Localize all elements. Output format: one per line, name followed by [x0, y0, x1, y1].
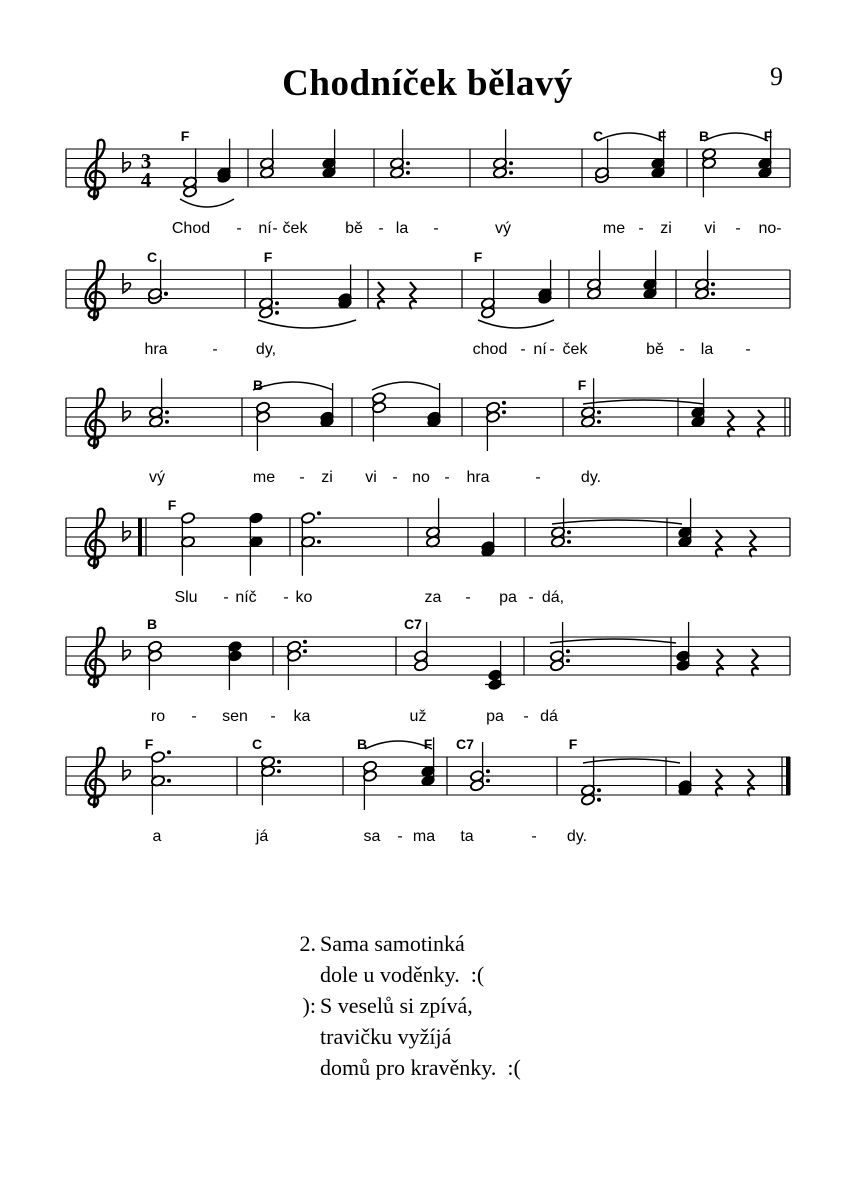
note-chord [149, 378, 169, 428]
chord-symbol: B [146, 616, 158, 632]
slur [552, 520, 682, 524]
lyric-syllable: - [735, 220, 741, 237]
lyric-syllable: pa [486, 708, 504, 725]
lyric-syllable: bě [345, 220, 363, 237]
lyric-syllable: - [378, 220, 384, 237]
lyric-syllable: ta [460, 828, 474, 845]
dot [406, 161, 410, 165]
chord-symbol: F [167, 497, 177, 513]
quarter-rest [716, 769, 722, 796]
note-chord [678, 752, 693, 797]
note-chord [481, 269, 496, 319]
verse-mark: ): [302, 993, 316, 1018]
dot [277, 760, 281, 764]
lyric-syllable: ro [150, 708, 166, 725]
chord-symbol: F [423, 736, 433, 752]
slur [704, 133, 768, 141]
slur [258, 320, 356, 328]
note-chord [581, 756, 601, 806]
dot [486, 779, 490, 783]
lyric-syllable: me [252, 469, 276, 486]
lyric-syllable: bě [646, 341, 664, 358]
lyric-syllable: pa [499, 589, 517, 606]
dot [502, 401, 506, 405]
dot [406, 171, 410, 175]
staff-system [66, 128, 790, 237]
dot [711, 292, 715, 296]
repeat-thick-bar [138, 518, 142, 556]
verse-text: dole u voděnky. :( [320, 962, 485, 987]
chord-symbol: B [356, 736, 368, 752]
lyric-syllable: ko [295, 589, 313, 606]
lyric-syllable: la [700, 341, 714, 358]
quarter-rest [728, 410, 734, 437]
dot [275, 311, 279, 315]
verse-mark: 2. [299, 931, 316, 956]
note-chord [301, 511, 321, 576]
quarter-rest [717, 649, 723, 676]
lyric-syllable: - [299, 469, 305, 486]
staff-system [66, 616, 790, 725]
lyric-syllable: ní [533, 341, 547, 358]
dot [597, 798, 601, 802]
note-chord [390, 129, 410, 179]
chord-symbol: C [251, 736, 263, 752]
verse-line [270, 1052, 521, 1083]
slur [597, 133, 662, 141]
lyric-syllable: za [424, 589, 442, 606]
lyric-syllable: no- [758, 220, 782, 237]
lyric-syllable: - [212, 341, 218, 358]
note-chord [481, 513, 496, 558]
flat-key-signature [123, 273, 131, 293]
verse-text: travičku vyžíjá [320, 1024, 452, 1049]
slur [253, 382, 333, 390]
page-number: 9 [770, 62, 783, 91]
note-chord [259, 269, 279, 319]
lyric-syllable: me [602, 220, 626, 237]
verse-line [270, 928, 521, 959]
dot [277, 769, 281, 773]
chord-symbol: C7 [456, 736, 474, 752]
lyric-syllable: - [679, 341, 685, 358]
dot [165, 420, 169, 424]
dot [566, 649, 570, 653]
slur [583, 400, 704, 404]
verse-2 [270, 928, 521, 1083]
dot [165, 410, 169, 414]
chord-symbol: F [568, 736, 578, 752]
lyric-syllable: dy. [566, 828, 588, 845]
dot [509, 161, 513, 165]
verse-mark [270, 959, 320, 990]
dot [167, 779, 171, 783]
dot [566, 659, 570, 663]
chord-symbol: F [473, 249, 483, 265]
staff-system [66, 249, 790, 358]
flat-key-signature [123, 401, 131, 421]
lyric-syllable: sa [363, 828, 381, 845]
chord-symbol: F [263, 249, 273, 265]
lyric-syllable: ma [412, 828, 436, 845]
lyric-syllable: la [395, 220, 409, 237]
flat-key-signature [123, 760, 131, 780]
lyric-syllable: - [549, 341, 555, 358]
lyric-syllable: ní [258, 220, 272, 237]
lyric-syllable: chod [472, 341, 508, 358]
note-chord [486, 401, 506, 451]
dot [317, 511, 321, 515]
slur [550, 639, 676, 643]
lyric-syllable: - [531, 828, 537, 845]
lyric-syllable: hra [466, 469, 490, 486]
quarter-rest [750, 530, 756, 557]
dot [711, 282, 715, 286]
song-title: Chodníček bělavý [282, 63, 573, 104]
lyric-syllable: - [191, 708, 197, 725]
dot [164, 292, 168, 296]
chord-symbol: F [180, 128, 190, 144]
lyric-syllable: - [528, 589, 534, 606]
note-chord [643, 250, 658, 300]
dot [567, 530, 571, 534]
lyric-syllable: zi [321, 469, 333, 486]
chord-symbol: B [252, 377, 264, 393]
slur [478, 320, 554, 328]
lyric-syllable: - [397, 828, 403, 845]
lyric-syllable: - [392, 469, 398, 486]
lyric-syllable: vi [704, 220, 716, 237]
flat-key-signature [123, 640, 131, 660]
lyric-syllable: - [465, 589, 471, 606]
lyric-syllable: dy, [255, 341, 277, 358]
note-chord [151, 750, 171, 815]
note-chord [493, 129, 513, 179]
note-chord [538, 260, 553, 305]
staff-system [66, 497, 790, 606]
slur [180, 199, 234, 207]
lyric-syllable: už [409, 708, 427, 725]
lyric-syllable: hra [144, 341, 168, 358]
note-chord [695, 250, 715, 300]
lyric-syllable: - [433, 220, 439, 237]
lyric-syllable: vi [365, 469, 377, 486]
time-signature-bottom: 4 [140, 168, 152, 192]
lyric-syllable: sen [222, 708, 248, 725]
flat-key-signature [123, 152, 131, 172]
lyric-syllable: ček [562, 341, 588, 358]
note-chord [183, 148, 198, 198]
lyric-syllable: ček [282, 220, 308, 237]
staff-system [66, 377, 790, 486]
verse-mark [270, 1021, 320, 1052]
lyric-syllable: Chod [171, 220, 211, 237]
verse-text: domů pro kravěnky. :( [320, 1055, 521, 1080]
time-signature-top: 3 [140, 149, 152, 173]
verse-line [270, 959, 521, 990]
chord-symbol: F [763, 128, 773, 144]
dot [167, 750, 171, 754]
quarter-rest [410, 282, 416, 309]
quarter-rest [748, 769, 754, 796]
lyric-syllable: ka [293, 708, 311, 725]
slur [372, 382, 440, 390]
verse-text: Sama samotinká [320, 931, 465, 956]
dot [486, 769, 490, 773]
lyric-syllable: níč [235, 589, 257, 606]
lyric-syllable: - [523, 708, 529, 725]
verse-text: S veselů si zpívá, [320, 993, 473, 1018]
chord-symbol: B [698, 128, 710, 144]
note-chord [261, 755, 281, 805]
verse-line [270, 990, 521, 1021]
dot [303, 640, 307, 644]
lyric-syllable: já [255, 828, 269, 845]
lyric-syllable: a [152, 828, 162, 845]
lyric-syllable: - [638, 220, 644, 237]
verse-mark [270, 1052, 320, 1083]
lyric-syllable: - [236, 220, 242, 237]
lyric-syllable: vý [149, 469, 165, 486]
note-chord [587, 250, 602, 300]
quarter-rest [716, 530, 722, 557]
note-chord [702, 147, 717, 197]
lyric-syllable: dá, [541, 589, 565, 606]
slur [365, 741, 432, 749]
dot [597, 788, 601, 792]
lyric-syllable: - [745, 341, 751, 358]
quarter-rest [752, 649, 758, 676]
note-chord [181, 512, 196, 576]
chord-symbol: F [657, 128, 667, 144]
dot [597, 410, 601, 414]
dot [509, 171, 513, 175]
chord-symbol: F [577, 377, 587, 393]
verse-line [270, 1021, 521, 1052]
dot [502, 410, 506, 414]
staff-system [66, 736, 791, 845]
note-chord [287, 640, 307, 690]
note-chord [322, 129, 337, 179]
lyric-syllable: - [520, 341, 526, 358]
lyric-syllable: zi [660, 220, 672, 237]
chord-symbol: C [146, 249, 158, 265]
lyric-syllable: dy. [580, 469, 602, 486]
lyric-syllable: - [283, 589, 289, 606]
lyric-syllable: - [535, 469, 541, 486]
chord-symbol: F [144, 736, 154, 752]
chord-symbol: C [592, 128, 604, 144]
lyric-syllable: no [412, 469, 430, 486]
note-chord [249, 512, 264, 576]
lyric-syllable: vý [495, 220, 511, 237]
flat-key-signature [123, 521, 131, 541]
dot [275, 301, 279, 305]
lyric-syllable: - [444, 469, 450, 486]
note-chord [426, 498, 441, 548]
note-chord [260, 129, 275, 179]
lyric-syllable: - [223, 589, 229, 606]
note-chord [338, 265, 353, 310]
lyric-syllable: - [270, 708, 276, 725]
note-chord [595, 139, 610, 184]
quarter-rest [758, 410, 764, 437]
note-chord [217, 139, 232, 184]
final-thick-bar [786, 757, 791, 795]
lyric-syllable: dá [540, 708, 558, 725]
dot [317, 540, 321, 544]
dot [567, 540, 571, 544]
dot [303, 649, 307, 653]
dot [597, 420, 601, 424]
lyric-syllable: - [272, 220, 278, 237]
quarter-rest [378, 282, 384, 309]
lyric-syllable: Slu [174, 589, 198, 606]
chord-symbol: C7 [404, 616, 422, 632]
